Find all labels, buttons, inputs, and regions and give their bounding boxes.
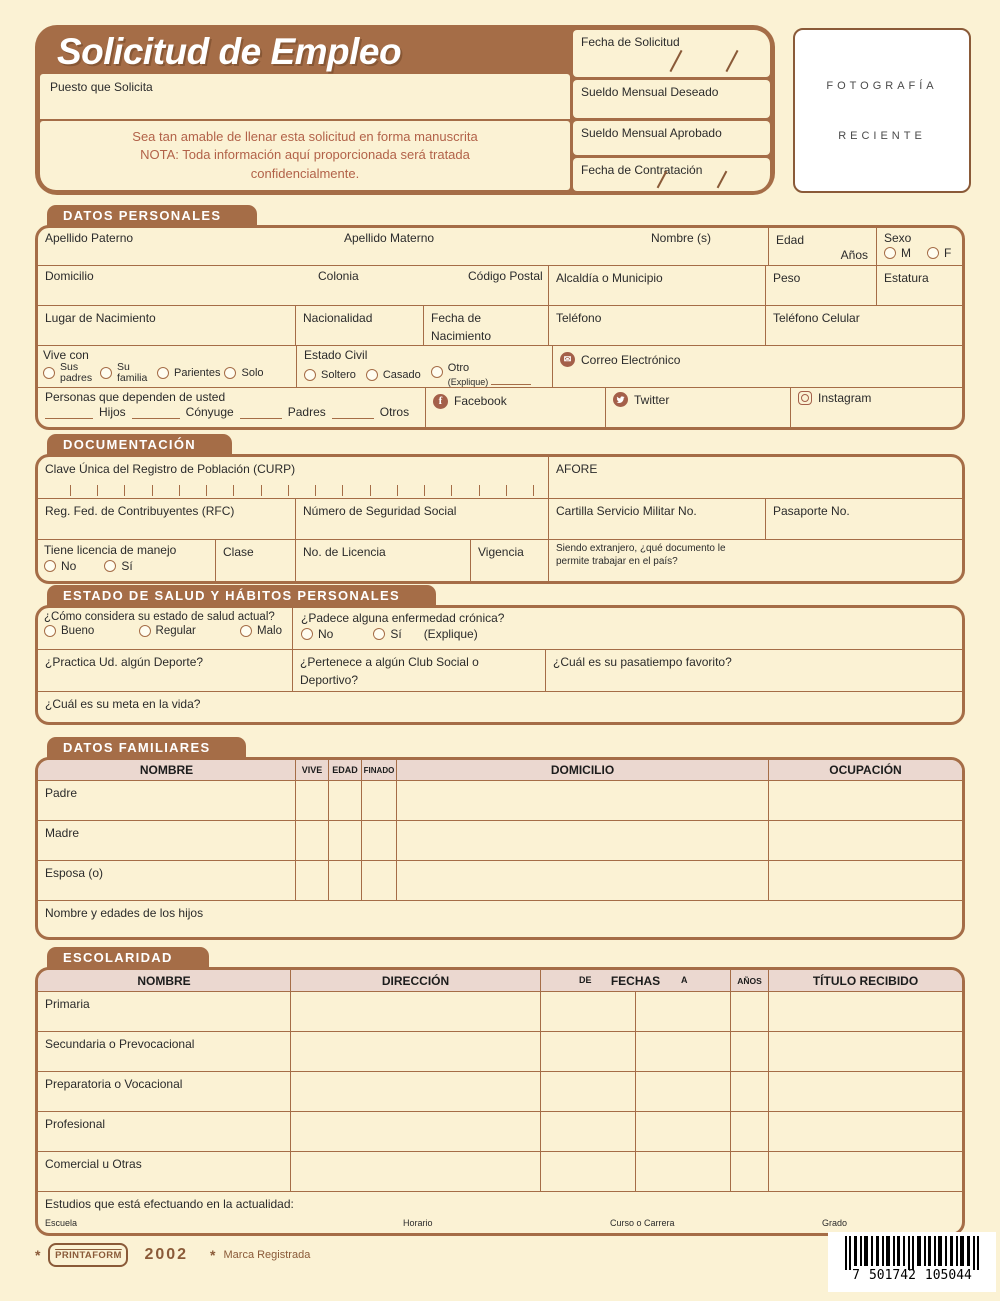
secundaria-nombre-field[interactable] xyxy=(38,1032,290,1071)
vive-sus-padres-option[interactable] xyxy=(43,362,96,384)
conyuge-blank[interactable] xyxy=(132,408,180,419)
familiares-header-row xyxy=(38,760,962,780)
sexo-m-radio[interactable] xyxy=(884,247,896,259)
sexo-f-label: F xyxy=(944,246,952,260)
section-documentacion xyxy=(35,434,965,584)
estado-civil-field xyxy=(296,346,552,387)
section-datos-familiares xyxy=(35,737,965,940)
meta-question: ¿Cuál es su meta en la vida? xyxy=(45,697,201,711)
section-escolaridad xyxy=(35,947,965,1236)
sueldo-aprobado-label: Sueldo Mensual Aprobado xyxy=(581,126,722,140)
sexo-label: Sexo xyxy=(884,231,912,245)
salud-regular-option[interactable] xyxy=(139,625,196,637)
madre-nombre-field[interactable] xyxy=(38,821,295,860)
escolaridad-header-fechas xyxy=(540,970,730,991)
otro-blank[interactable] xyxy=(491,374,531,385)
esposa-ocupacion-field[interactable] xyxy=(768,861,962,900)
profesional-titulo-field[interactable] xyxy=(768,1112,962,1151)
fecha-contratacion-label: Fecha de Contratación xyxy=(581,163,703,177)
secundaria-fecha-a-field[interactable] xyxy=(635,1032,730,1071)
licencia-si-radio[interactable] xyxy=(104,560,116,572)
no-licencia-label: No. de Licencia xyxy=(303,545,386,559)
rfc-label: Reg. Fed. de Contribuyentes (RFC) xyxy=(45,504,235,518)
esposa-nombre-field[interactable] xyxy=(38,861,295,900)
photo-label-2: RECIENTE xyxy=(838,129,926,142)
comercial-anos-field[interactable] xyxy=(730,1152,768,1191)
enfermedad-no-radio[interactable] xyxy=(301,628,313,640)
nacionalidad-label: Nacionalidad xyxy=(303,311,373,325)
photo-label-1: FOTOGRAFÍA xyxy=(826,79,938,92)
header-banner xyxy=(35,25,775,195)
mail-icon: ✉ xyxy=(560,352,575,367)
club-question: ¿Pertenece a algún Club Social o Deportivo? xyxy=(300,655,479,687)
barcode-bars xyxy=(837,1236,987,1270)
pasaporte-field[interactable] xyxy=(765,499,962,539)
vive-con-label: Vive con xyxy=(43,348,89,362)
facebook-label: Facebook xyxy=(454,394,507,408)
apellido-paterno-label: Apellido Paterno xyxy=(45,231,134,245)
cartilla-label: Cartilla Servicio Militar No. xyxy=(556,504,697,518)
vive-solo-label: Solo xyxy=(241,367,264,380)
comercial-titulo-field[interactable] xyxy=(768,1152,962,1191)
correo-field[interactable] xyxy=(552,346,962,387)
clase-field[interactable] xyxy=(215,540,295,581)
fechas-de-label: DE xyxy=(579,975,592,985)
sexo-f-radio[interactable] xyxy=(927,247,939,259)
vive-su-familia-option[interactable] xyxy=(100,362,153,384)
note-line-2: NOTA: Toda información aquí proporcionada será tratada xyxy=(140,147,470,163)
padre-label: Padre xyxy=(45,786,78,800)
escolaridad-tab: ESCOLARIDAD xyxy=(47,947,209,969)
primaria-anos-field[interactable] xyxy=(730,992,768,1031)
curso-carrera-label: Curso o Carrera xyxy=(610,1218,675,1228)
afore-label: AFORE xyxy=(556,462,598,476)
estatura-field[interactable] xyxy=(876,266,962,305)
lugar-nacimiento-label: Lugar de Nacimiento xyxy=(45,311,156,325)
escuela-label: Escuela xyxy=(45,1218,78,1228)
escolaridad-header-direccion: DIRECCIÓN xyxy=(290,970,540,991)
otro-label: Otro xyxy=(447,362,470,374)
primaria-fecha-de-field[interactable] xyxy=(540,992,635,1031)
salud-malo-radio[interactable] xyxy=(240,625,252,637)
domicilio-label: Domicilio xyxy=(45,269,94,283)
clase-label: Clase xyxy=(223,545,254,559)
escolaridad-header-row xyxy=(38,970,962,991)
hijos-nombres-label: Nombre y edades de los hijos xyxy=(45,906,204,920)
licencia-label: Tiene licencia de manejo xyxy=(44,543,177,557)
licencia-si-label: Sí xyxy=(121,559,133,573)
twitter-icon xyxy=(613,392,628,407)
familiares-header-vive: VIVE xyxy=(295,760,328,780)
anos-label: Años xyxy=(840,248,868,262)
pasatiempo-field[interactable] xyxy=(545,650,962,691)
otros-label: Otros xyxy=(379,405,410,419)
footer xyxy=(35,1243,310,1267)
documentacion-tab: DOCUMENTACIÓN xyxy=(47,434,232,456)
vive-sus-padres-label: Sus padres xyxy=(60,361,93,385)
secundaria-fecha-de-field[interactable] xyxy=(540,1032,635,1071)
sexo-field xyxy=(876,228,962,265)
padre-nombre-field[interactable] xyxy=(38,781,295,820)
table-row xyxy=(38,1151,962,1191)
curp-tick-marks xyxy=(70,485,534,496)
edad-field[interactable] xyxy=(768,228,876,265)
vive-sus-padres-radio[interactable] xyxy=(43,367,55,379)
deporte-question: ¿Practica Ud. algún Deporte? xyxy=(45,655,204,669)
vive-parientes-radio[interactable] xyxy=(157,367,169,379)
cartilla-field[interactable] xyxy=(548,499,765,539)
nombres-label: Nombre (s) xyxy=(650,231,711,245)
section-datos-personales xyxy=(35,205,965,430)
telefono-field[interactable] xyxy=(548,306,765,345)
casado-radio[interactable] xyxy=(366,369,378,381)
note-line-1: Sea tan amable de llenar esta solicitud en forma manuscrita xyxy=(132,128,478,144)
primaria-titulo-field[interactable] xyxy=(768,992,962,1031)
domicilio-field[interactable] xyxy=(38,266,548,305)
casado-option[interactable] xyxy=(366,369,421,381)
otros-blank[interactable] xyxy=(332,408,374,419)
table-row xyxy=(38,1031,962,1071)
salud-bueno-radio[interactable] xyxy=(44,625,56,637)
puesto-solicita-label: Puesto que Solicita xyxy=(50,80,153,94)
preparatoria-nombre-field[interactable] xyxy=(38,1072,290,1111)
vive-con-field xyxy=(38,346,296,387)
extranjero-field[interactable] xyxy=(548,540,962,581)
licencia-field xyxy=(38,540,215,581)
nss-label: Número de Seguridad Social xyxy=(303,504,457,518)
profesional-fecha-de-field[interactable] xyxy=(540,1112,635,1151)
enfermedad-no-option[interactable] xyxy=(301,627,333,641)
curp-field[interactable] xyxy=(38,457,548,498)
fecha-solicitud-label: Fecha de Solicitud xyxy=(581,35,680,49)
vigencia-field[interactable] xyxy=(470,540,548,581)
curp-label: Clave Única del Registro de Población (CURP) xyxy=(45,462,296,476)
familiares-header-nombre: NOMBRE xyxy=(139,763,194,777)
comercial-fecha-de-field[interactable] xyxy=(540,1152,635,1191)
soltero-label: Soltero xyxy=(321,369,356,381)
estudios-actuales-label: Estudios que está efectuando en la actualidad: xyxy=(45,1197,294,1211)
otro-option[interactable] xyxy=(431,362,532,388)
peso-field[interactable] xyxy=(765,266,876,305)
licencia-no-radio[interactable] xyxy=(44,560,56,572)
rfc-field[interactable] xyxy=(38,499,295,539)
secundaria-label: Secundaria o Prevocacional xyxy=(45,1037,195,1051)
primaria-direccion-field[interactable] xyxy=(290,992,540,1031)
barcode-digits-right: 105044 xyxy=(924,1268,972,1283)
horario-label: Horario xyxy=(403,1218,433,1228)
profesional-label: Profesional xyxy=(45,1117,106,1131)
apellido-materno-label: Apellido Materno xyxy=(344,231,435,245)
edad-label: Edad xyxy=(776,233,805,247)
escolaridad-header-titulo: TÍTULO RECIBIDO xyxy=(768,970,962,991)
enfermedad-si-radio[interactable] xyxy=(373,628,385,640)
estudios-detalle-field[interactable] xyxy=(38,1215,962,1233)
fechas-label: FECHAS xyxy=(610,973,661,988)
salud-tab: ESTADO DE SALUD Y HÁBITOS PERSONALES xyxy=(47,585,436,607)
puesto-solicita-field[interactable] xyxy=(40,74,570,119)
sexo-m-label: M xyxy=(901,246,911,260)
nacionalidad-field[interactable] xyxy=(295,306,423,345)
twitter-label: Twitter xyxy=(634,392,670,407)
secundaria-titulo-field[interactable] xyxy=(768,1032,962,1071)
salud-bueno-option[interactable] xyxy=(44,625,94,637)
enfermedad-explique-label: (Explique) xyxy=(423,627,478,641)
esposa-edad-field[interactable] xyxy=(328,861,361,900)
conyuge-label: Cónyuge xyxy=(185,405,234,419)
esposa-vive-field[interactable] xyxy=(295,861,328,900)
padre-domicilio-field[interactable] xyxy=(396,781,768,820)
licencia-no-label: No xyxy=(61,559,77,573)
primaria-fecha-a-field[interactable] xyxy=(635,992,730,1031)
datos-familiares-tab: DATOS FAMILIARES xyxy=(47,737,246,759)
salud-regular-label: Regular xyxy=(155,625,196,637)
pasaporte-label: Pasaporte No. xyxy=(773,504,850,518)
otro-explique-label: (Explique) xyxy=(447,377,489,387)
primaria-label: Primaria xyxy=(45,997,90,1011)
instagram-label: Instagram xyxy=(818,391,872,405)
vive-su-familia-label: Su familia xyxy=(117,361,148,385)
deporte-field[interactable] xyxy=(38,650,292,691)
enfermedad-question: ¿Padece alguna enfermedad crónica? xyxy=(301,611,505,625)
marca-registrada-label: Marca Registrada xyxy=(223,1249,311,1261)
correo-label: Correo Electrónico xyxy=(581,352,681,367)
vive-parientes-option[interactable] xyxy=(157,367,220,379)
padre-edad-field[interactable] xyxy=(328,781,361,820)
salud-bueno-label: Bueno xyxy=(61,625,95,637)
familiares-header-edad: EDAD xyxy=(328,760,361,780)
soltero-radio[interactable] xyxy=(304,369,316,381)
hijos-label: Hijos xyxy=(99,405,126,419)
preparatoria-fecha-de-field[interactable] xyxy=(540,1072,635,1111)
marca-star: * xyxy=(210,1247,216,1263)
table-row xyxy=(38,1111,962,1151)
profesional-nombre-field[interactable] xyxy=(38,1112,290,1151)
licencia-si-option[interactable] xyxy=(104,559,132,573)
nombre-completo-field[interactable] xyxy=(38,228,768,265)
dependientes-label: Personas que dependen de usted xyxy=(45,390,226,404)
preparatoria-fecha-a-field[interactable] xyxy=(635,1072,730,1111)
table-row xyxy=(38,780,962,820)
sueldo-aprobado-field[interactable] xyxy=(573,121,770,155)
codigo-postal-label: Código Postal xyxy=(468,269,543,283)
sueldo-deseado-field[interactable] xyxy=(573,80,770,118)
enfermedad-si-label: Sí xyxy=(390,627,402,641)
fecha-nacimiento-field[interactable] xyxy=(423,306,548,345)
madre-finado-field[interactable] xyxy=(361,821,396,860)
sueldo-deseado-label: Sueldo Mensual Deseado xyxy=(581,85,719,99)
extranjero-label: Siendo extranjero, ¿qué documento le permite trabajar en el país? xyxy=(556,543,726,567)
preparatoria-label: Preparatoria o Vocacional xyxy=(45,1077,183,1091)
fecha-solicitud-field[interactable] xyxy=(573,30,770,77)
no-licencia-field[interactable] xyxy=(295,540,470,581)
meta-field[interactable] xyxy=(38,692,962,722)
salud-malo-option[interactable] xyxy=(240,625,282,637)
facebook-field[interactable] xyxy=(425,388,605,427)
padre-vive-field[interactable] xyxy=(295,781,328,820)
instructions-note xyxy=(40,121,570,190)
barcode xyxy=(828,1232,996,1292)
padres-blank[interactable] xyxy=(240,408,282,419)
madre-edad-field[interactable] xyxy=(328,821,361,860)
secundaria-anos-field[interactable] xyxy=(730,1032,768,1071)
vive-parientes-label: Parientes xyxy=(174,367,221,380)
instagram-field[interactable] xyxy=(790,388,962,427)
familiares-header-finado: FINADO xyxy=(361,760,396,780)
barcode-number xyxy=(852,1268,972,1283)
salud-regular-radio[interactable] xyxy=(139,625,151,637)
licencia-no-option[interactable] xyxy=(44,559,76,573)
padres-label: Padres xyxy=(287,405,326,419)
enfermedad-no-label: No xyxy=(318,627,334,641)
footer-year: 2002 xyxy=(144,1246,189,1263)
enfermedad-field xyxy=(292,608,962,649)
note-line-3: confidencialmente. xyxy=(250,165,360,181)
fechas-a-label: A xyxy=(681,975,688,985)
profesional-fecha-a-field[interactable] xyxy=(635,1112,730,1151)
datos-personales-tab: DATOS PERSONALES xyxy=(47,205,257,227)
escolaridad-header-nombre: NOMBRE xyxy=(137,973,191,988)
profesional-direccion-field[interactable] xyxy=(290,1112,540,1151)
club-field[interactable] xyxy=(292,650,545,691)
grado-label: Grado xyxy=(822,1218,848,1228)
soltero-option[interactable] xyxy=(304,369,356,381)
secundaria-direccion-field[interactable] xyxy=(290,1032,540,1071)
facebook-icon: f xyxy=(433,394,448,409)
lugar-nacimiento-field[interactable] xyxy=(38,306,295,345)
vive-su-familia-radio[interactable] xyxy=(100,367,112,379)
primaria-nombre-field[interactable] xyxy=(38,992,290,1031)
barcode-digit-left: 7 xyxy=(852,1268,860,1283)
casado-label: Casado xyxy=(382,369,421,381)
sexo-m-option[interactable] xyxy=(884,246,911,260)
esposa-label: Esposa (o) xyxy=(45,866,104,880)
esposa-domicilio-field[interactable] xyxy=(396,861,768,900)
estatura-label: Estatura xyxy=(884,271,929,285)
peso-label: Peso xyxy=(773,271,801,285)
photo-box xyxy=(793,28,971,193)
alcaldia-label: Alcaldía o Municipio xyxy=(556,271,663,285)
salud-malo-label: Malo xyxy=(257,625,282,637)
estado-civil-label: Estado Civil xyxy=(304,348,368,362)
vive-solo-option[interactable] xyxy=(224,367,263,379)
section-salud xyxy=(35,585,965,725)
comercial-fecha-a-field[interactable] xyxy=(635,1152,730,1191)
comercial-direccion-field[interactable] xyxy=(290,1152,540,1191)
fecha-nacimiento-label: Fecha de Nacimiento xyxy=(431,311,492,343)
fecha-contratacion-field[interactable] xyxy=(573,158,770,191)
otro-radio[interactable] xyxy=(431,366,443,378)
madre-vive-field[interactable] xyxy=(295,821,328,860)
padre-ocupacion-field[interactable] xyxy=(768,781,962,820)
esposa-finado-field[interactable] xyxy=(361,861,396,900)
pasatiempo-question: ¿Cuál es su pasatiempo favorito? xyxy=(553,655,732,669)
form-title: Solicitud de Empleo xyxy=(57,31,402,72)
instagram-icon xyxy=(798,391,812,405)
date-separator xyxy=(717,171,728,189)
printaform-logo: PRINTAFORM xyxy=(48,1243,128,1267)
profesional-anos-field[interactable] xyxy=(730,1112,768,1151)
comercial-nombre-field[interactable] xyxy=(38,1152,290,1191)
alcaldia-field[interactable] xyxy=(548,266,765,305)
table-row xyxy=(38,820,962,860)
telefono-label: Teléfono xyxy=(556,311,602,325)
afore-field[interactable] xyxy=(548,457,962,498)
hijos-nombres-field[interactable] xyxy=(38,901,962,937)
date-separator xyxy=(669,50,682,72)
estudios-actuales-field[interactable] xyxy=(38,1192,962,1215)
trademark-star: * xyxy=(35,1247,41,1263)
hijos-blank[interactable] xyxy=(45,408,93,419)
preparatoria-titulo-field[interactable] xyxy=(768,1072,962,1111)
preparatoria-direccion-field[interactable] xyxy=(290,1072,540,1111)
escolaridad-header-anos: AÑOS xyxy=(730,970,768,991)
telefono-celular-label: Teléfono Celular xyxy=(773,311,860,325)
nss-field[interactable] xyxy=(295,499,548,539)
table-row xyxy=(38,1071,962,1111)
madre-label: Madre xyxy=(45,826,80,840)
vive-solo-radio[interactable] xyxy=(224,367,236,379)
preparatoria-anos-field[interactable] xyxy=(730,1072,768,1111)
madre-ocupacion-field[interactable] xyxy=(768,821,962,860)
telefono-celular-field[interactable] xyxy=(765,306,962,345)
familiares-header-ocupacion: OCUPACIÓN xyxy=(768,760,962,780)
table-row xyxy=(38,860,962,900)
date-separator xyxy=(725,50,738,72)
barcode-digits-mid: 501742 xyxy=(868,1268,916,1283)
colonia-label: Colonia xyxy=(318,269,359,283)
familiares-header-domicilio: DOMICILIO xyxy=(396,760,768,780)
enfermedad-si-option[interactable] xyxy=(373,627,401,641)
estado-salud-question: ¿Cómo considera su estado de salud actual? xyxy=(44,611,275,623)
padre-finado-field[interactable] xyxy=(361,781,396,820)
vigencia-label: Vigencia xyxy=(478,545,524,559)
sexo-f-option[interactable] xyxy=(927,246,951,260)
estado-salud-field xyxy=(38,608,292,649)
table-row xyxy=(38,991,962,1031)
dependientes-field[interactable] xyxy=(38,388,425,427)
madre-domicilio-field[interactable] xyxy=(396,821,768,860)
comercial-label: Comercial u Otras xyxy=(45,1157,142,1171)
twitter-field[interactable] xyxy=(605,388,790,427)
